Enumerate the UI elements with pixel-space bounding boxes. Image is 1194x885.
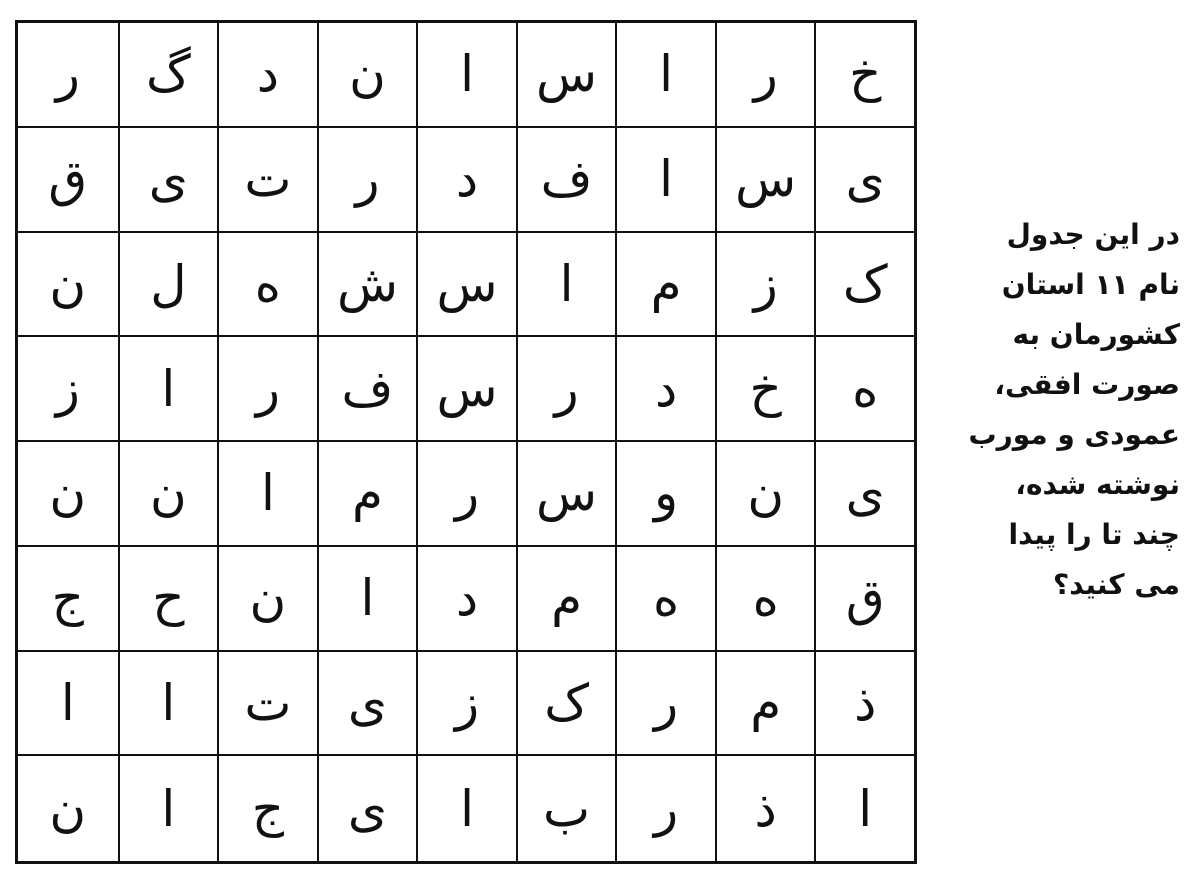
grid-cell[interactable]: ا [416,23,516,128]
grid-cell[interactable]: ح [118,547,218,652]
instruction-line: می کنید؟ [1053,568,1180,601]
grid-cell[interactable]: م [715,652,815,757]
grid-cell[interactable]: ت [217,652,317,757]
grid-cell[interactable]: ف [317,337,417,442]
grid-cell[interactable]: ت [217,128,317,233]
grid-cell[interactable]: د [217,23,317,128]
grid-cell[interactable]: ن [715,442,815,547]
word-search-grid [15,20,917,864]
grid-cell[interactable]: ه [217,233,317,338]
grid-cell[interactable]: ا [814,756,914,861]
grid-cell[interactable]: ذ [715,756,815,861]
grid-cell[interactable]: ز [416,652,516,757]
grid-cell[interactable]: ن [217,547,317,652]
grid-cell[interactable]: ج [18,547,118,652]
instruction-line: در این جدول [1006,218,1180,251]
grid-cell[interactable]: ی [118,128,218,233]
grid-cell[interactable]: ا [416,756,516,861]
grid-cell[interactable]: س [516,442,616,547]
grid-cell[interactable]: س [516,23,616,128]
grid-cell[interactable]: ک [516,652,616,757]
grid-cell[interactable]: م [615,233,715,338]
grid-cell[interactable]: ن [118,442,218,547]
grid-cell[interactable]: ج [217,756,317,861]
grid-cell[interactable]: ا [516,233,616,338]
grid-cell[interactable]: ن [18,233,118,338]
grid-cell[interactable]: د [416,547,516,652]
grid-cell[interactable]: ل [118,233,218,338]
grid-cell[interactable]: ه [615,547,715,652]
grid-cell[interactable]: د [615,337,715,442]
grid-cell[interactable]: ی [814,442,914,547]
grid-cell[interactable]: خ [814,23,914,128]
grid-cell[interactable]: ب [516,756,616,861]
instruction-line: نام ۱۱ استان [1001,268,1180,301]
grid-cell[interactable]: ا [317,547,417,652]
grid-cell[interactable]: ق [18,128,118,233]
grid-cell[interactable]: ا [615,128,715,233]
grid-cell[interactable]: س [416,337,516,442]
grid-cell[interactable]: ن [317,23,417,128]
grid-cell[interactable]: ک [814,233,914,338]
grid-cell[interactable]: م [317,442,417,547]
grid-cell[interactable]: ا [118,337,218,442]
grid-cell[interactable]: و [615,442,715,547]
instruction-line: صورت افقی، [994,368,1180,401]
grid-cell[interactable]: ن [49,779,87,838]
grid-cell[interactable]: ی [317,756,417,861]
grid-cell[interactable]: ش [317,233,417,338]
grid-cell[interactable]: ه [715,547,815,652]
instruction-line: عمودی و مورب [968,418,1180,451]
grid-cell[interactable]: ی [814,128,914,233]
grid-cell[interactable]: ز [18,337,118,442]
grid-cell[interactable]: ق [814,547,914,652]
grid-cell[interactable]: ا [217,442,317,547]
grid-cell[interactable]: ا [18,652,118,757]
grid-cell[interactable]: ز [715,233,815,338]
grid-cell[interactable]: ف [516,128,616,233]
grid-cell[interactable]: م [516,547,616,652]
grid-cell[interactable]: ر [317,128,417,233]
grid-cell[interactable]: گ [118,23,218,128]
grid-cell[interactable]: ر [615,652,715,757]
grid-cell[interactable]: د [416,128,516,233]
grid-cell[interactable]: س [715,128,815,233]
grid-cell[interactable]: ا [615,23,715,128]
grid-cell[interactable]: ر [416,442,516,547]
instruction-line: کشورمان به [1012,318,1180,351]
grid-cell[interactable]: ر [217,337,317,442]
grid-cell[interactable]: ن [18,442,118,547]
instruction-line: نوشته شده، [1015,468,1180,501]
grid-cell[interactable]: ر [516,337,616,442]
grid-cell[interactable]: خ [715,337,815,442]
grid-cell[interactable]: ذ [814,652,914,757]
grid-cell[interactable]: ا [118,652,218,757]
grid-cell[interactable]: ه [814,337,914,442]
grid-cell[interactable]: س [416,233,516,338]
puzzle-instructions [932,210,1180,610]
instruction-line: چند تا را پیدا [1008,518,1180,551]
grid-cell[interactable]: ر [715,23,815,128]
grid-cell[interactable]: ی [317,652,417,757]
grid-cell[interactable]: ر [18,23,118,128]
grid-cell[interactable]: ر [615,756,715,861]
grid-cell[interactable]: ا [118,756,218,861]
